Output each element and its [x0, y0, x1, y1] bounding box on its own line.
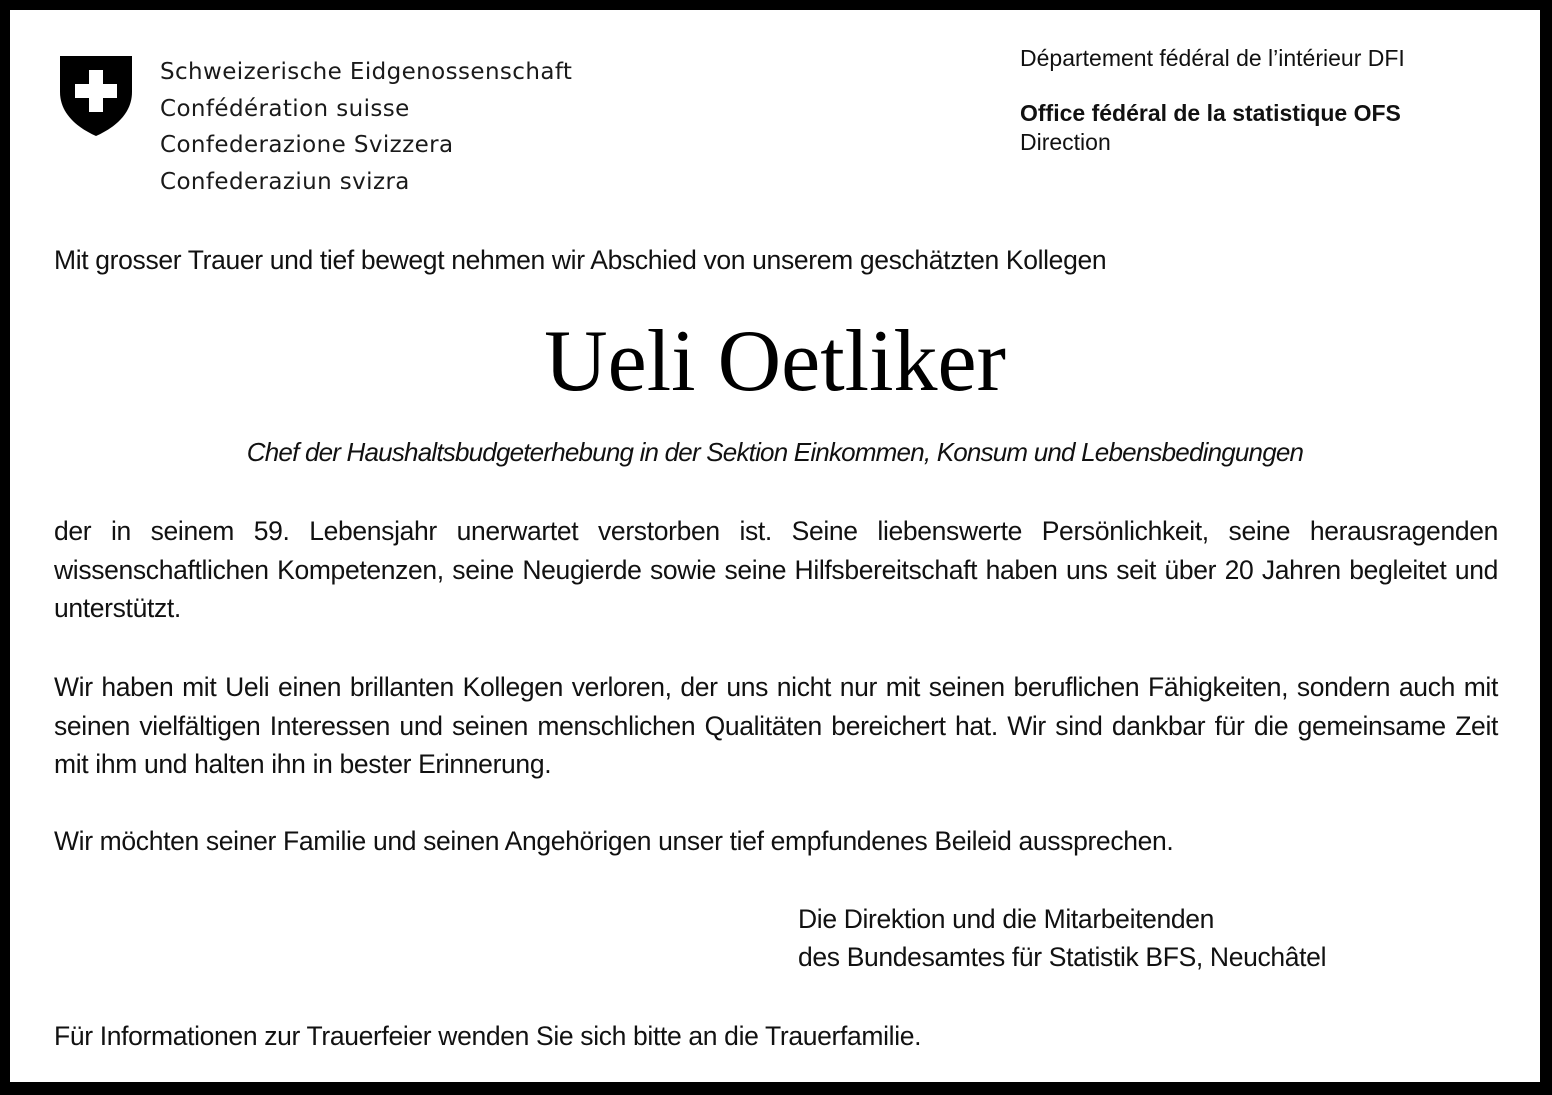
federal-names: [160, 54, 572, 200]
paragraph-remembrance: Wir haben mit Ueli einen brillanten Kollegen verloren, der uns nicht nur mit seinen beruflichen Fähigkeiten, sondern auch mit seinen vielfältigen Interessen und seinen menschlichen Qualitäten bereichert hat. Wir sind dankbar für die gemeinsame Zeit mit ihm und halten ihn in bester Erinnerung.: [54, 672, 1498, 779]
federal-name-de: Schweizerische Eidgenossenschaft: [160, 59, 573, 85]
office-name: Office fédéral de la statistique OFS: [1020, 100, 1401, 126]
paragraph-condolences: Wir möchten seiner Familie und seinen Angehörigen unser tief empfundenes Beileid aussprechen.: [54, 826, 1174, 856]
signature-line-1: Die Direktion und die Mitarbeitenden: [798, 904, 1215, 934]
department-block: [1020, 44, 1405, 157]
notice-page: [10, 10, 1540, 1082]
deceased-name: Ueli Oetliker: [544, 313, 1006, 410]
paragraph-tribute: der in seinem 59. Lebensjahr unerwartet verstorben ist. Seine liebenswerte Persönlichkeit, seine herausragenden wissenschaftlichen Kompetenzen, seine Neugierde sowie seine Hilfsbereitschaft haben uns seit über 20 Jahren begleitet und unterstützt.: [54, 516, 1498, 623]
federal-name-it: Confederazione Svizzera: [160, 132, 454, 158]
deceased-role: Chef der Haushaltsbudgeterhebung in der Sektion Einkommen, Konsum und Lebensbedingungen: [246, 437, 1304, 467]
federal-name-fr: Confédération suisse: [160, 95, 410, 122]
funeral-info: Für Informationen zur Trauerfeier wenden Sie sich bitte an die Trauerfamilie.: [54, 1021, 922, 1051]
signature-block: [798, 900, 1326, 976]
department-name: Département fédéral de l’intérieur DFI: [1020, 45, 1405, 71]
federal-name-rm: Confederaziun svizra: [160, 168, 410, 195]
intro-text: Mit grosser Trauer und tief bewegt nehmen wir Abschied von unserem geschätzten Kollegen: [54, 245, 1107, 275]
office-unit: Direction: [1020, 129, 1111, 155]
swiss-cross-shield-icon: [58, 52, 134, 138]
signature-line-2: des Bundesamtes für Statistik BFS, Neuchâtel: [798, 942, 1327, 972]
